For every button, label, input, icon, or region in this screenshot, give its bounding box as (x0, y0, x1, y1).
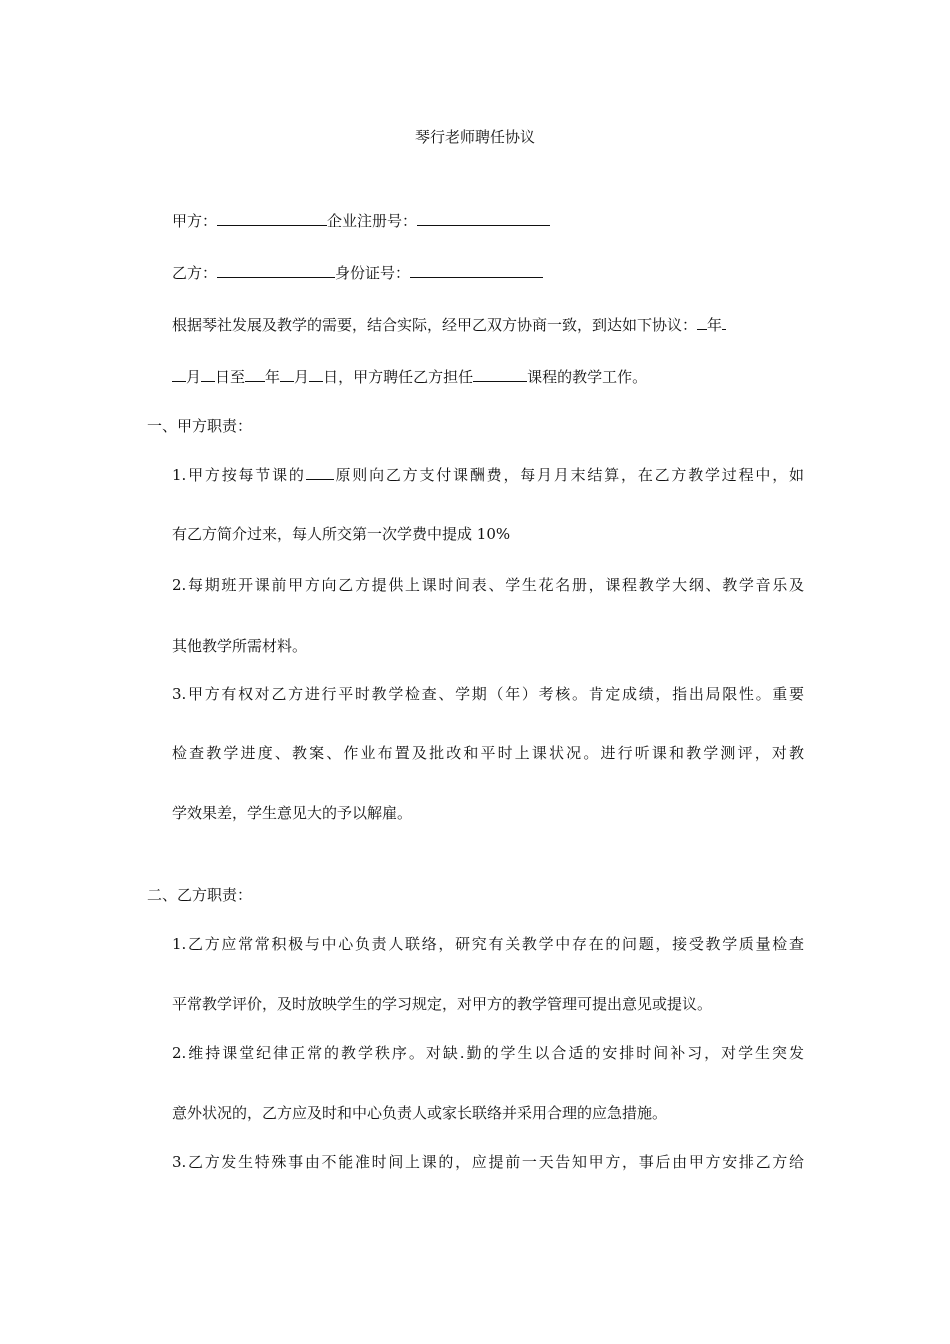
s1-item3-line2: 检查教学进度、教案、作业布置及批改和平时上课状况。进行听课和教学测评，对教 (172, 744, 804, 762)
intro-blank-7 (309, 366, 323, 382)
intro-appoint: 日，甲方聘任乙方担任 (323, 368, 474, 386)
intro-line-1 (172, 314, 726, 335)
intro-year-2: 年 (265, 368, 281, 386)
party-b-id-blank (410, 262, 543, 278)
s1-item3-line1: 3.甲方有权对乙方进行平时教学检查、学期（年）考核。肯定成绩，指出局限性。重要 (172, 685, 804, 703)
s1-item3-line3: 学效果差，学生意见大的予以解雇。 (172, 804, 413, 822)
s1-item1-line2: 有乙方简介过来，每人所交第一次学费中提成 10% (172, 525, 511, 543)
section-2-heading: 二、乙方职责： (147, 886, 253, 904)
s2-item2-line1: 2.维持课堂纪律正常的教学秩序。对缺.勤的学生以合适的安排时间补习，对学生突发 (172, 1044, 804, 1062)
party-b-line (172, 262, 543, 283)
intro-text: 根据琴社发展及教学的需要，结合实际，经甲乙双方协商一致，到达如下协议： (172, 316, 698, 334)
s2-item3-line1: 3.乙方发生特殊事由不能准时间上课的，应提前一天告知甲方，事后由甲方安排乙方给 (172, 1153, 804, 1171)
s1-item1-text-b: 原则向乙方支付课酬费，每月月末结算，在乙方教学过程中，如 (333, 466, 804, 484)
party-b-name-blank (217, 262, 335, 278)
s1-item1-text-a: 1.甲方按每节课的 (172, 466, 306, 484)
intro-month-1: 月 (186, 368, 202, 386)
fee-blank (306, 464, 334, 480)
party-a-reg-label: 企业注册号： (327, 212, 418, 230)
intro-year: 年 (707, 316, 723, 334)
course-blank (473, 366, 527, 382)
s2-item2-line2: 意外状况的，乙方应及时和中心负责人或家长联络并采用合理的应急措施。 (172, 1104, 668, 1122)
document-title: 琴行老师聘任协议 (414, 128, 535, 146)
s2-item1-line2: 平常教学评价，及时放映学生的学习规定，对甲方的教学管理可提出意见或提议。 (172, 995, 713, 1013)
party-a-reg-blank (417, 210, 550, 226)
intro-blank-4 (201, 366, 215, 382)
party-a-name-blank (217, 210, 327, 226)
intro-day-to: 日至 (215, 368, 246, 386)
party-a-label: 甲方： (172, 212, 218, 230)
s1-item2-line2: 其他教学所需材料。 (172, 637, 308, 655)
intro-blank-3 (172, 366, 186, 382)
intro-course-work: 课程的教学工作。 (527, 368, 648, 386)
intro-blank-6 (280, 366, 294, 382)
intro-blank-1 (697, 314, 707, 330)
s2-item1-line1: 1.乙方应常常积极与中心负责人联络，研究有关教学中存在的问题，接受教学质量检查 (172, 935, 804, 953)
intro-blank-2 (722, 314, 726, 330)
section-1-heading: 一、甲方职责： (147, 417, 253, 435)
intro-month-2: 月 (294, 368, 310, 386)
party-b-id-label: 身份证号： (335, 264, 411, 282)
s1-item2-line1: 2.每期班开课前甲方向乙方提供上课时间表、学生花名册，课程教学大纲、教学音乐及 (172, 576, 804, 594)
party-b-label: 乙方： (172, 264, 218, 282)
intro-blank-5 (245, 366, 265, 382)
s1-item1-line1 (172, 464, 804, 485)
party-a-line (172, 210, 550, 231)
intro-line-2 (172, 366, 647, 387)
